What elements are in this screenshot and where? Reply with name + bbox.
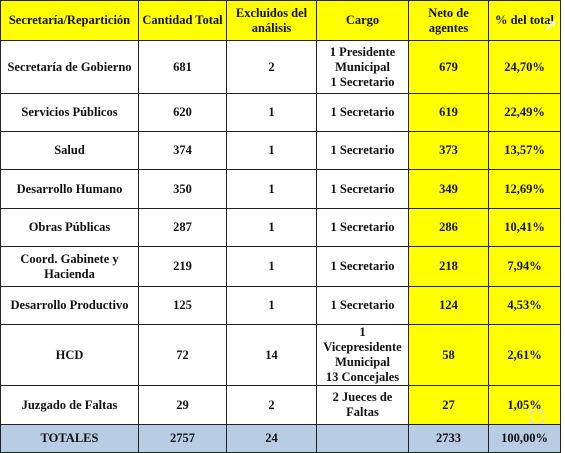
table-row	[1, 247, 561, 287]
cell-cantidad: 125	[139, 287, 227, 325]
cell-cargo	[317, 132, 409, 170]
cell-secretaria: HCD	[1, 325, 139, 386]
totals-excluidos: 24	[227, 425, 317, 453]
cell-cargo	[317, 41, 409, 94]
cell-excluidos: 1	[227, 170, 317, 209]
cell-neto: 373	[409, 132, 489, 170]
cell-cantidad: 29	[139, 386, 227, 425]
table-row	[1, 170, 561, 209]
header-pct	[489, 1, 561, 41]
cell-secretaria: Obras Públicas	[1, 209, 139, 247]
cell-excluidos: 1	[227, 132, 317, 170]
cell-excluidos: 1	[227, 247, 317, 287]
cell-cargo	[317, 209, 409, 247]
cell-cargo	[317, 287, 409, 325]
cell-neto: 619	[409, 94, 489, 132]
table-row	[1, 94, 561, 132]
cargo-line: 1 Vicepresidente	[323, 325, 402, 354]
header-secretaria: Secretaría/Repartición	[1, 1, 139, 41]
cargo-line: 1 Secretario	[330, 105, 395, 119]
totals-row	[1, 425, 561, 453]
cell-excluidos: 1	[227, 94, 317, 132]
cell-cantidad: 287	[139, 209, 227, 247]
cell-excluidos: 2	[227, 41, 317, 94]
cargo-line: 1 Secretario	[330, 298, 395, 312]
cell-cargo	[317, 386, 409, 425]
header-pct-label: % del total	[494, 13, 555, 27]
cell-excluidos: 1	[227, 287, 317, 325]
cargo-line: 1 Secretario	[330, 74, 395, 89]
cell-pct: 4,53%	[489, 287, 561, 325]
table-row	[1, 41, 561, 94]
cell-neto: 124	[409, 287, 489, 325]
header-neto: Neto de agentes	[409, 1, 489, 41]
totals-pct: 100,00%	[489, 425, 561, 453]
cell-pct: 13,57%	[489, 132, 561, 170]
table-row	[1, 287, 561, 325]
cargo-line: 1 Presidente	[329, 44, 396, 59]
cell-cantidad: 72	[139, 325, 227, 386]
cell-cargo	[317, 325, 409, 386]
cargo-line: Municipal	[335, 59, 390, 74]
fullscreen-icon[interactable]	[530, 410, 544, 424]
cell-cantidad: 350	[139, 170, 227, 209]
cell-cargo	[317, 247, 409, 287]
cell-pct: 24,70%	[489, 41, 561, 94]
header-cargo: Cargo	[317, 1, 409, 41]
table-row	[1, 325, 561, 386]
cell-neto: 27	[409, 386, 489, 425]
cargo-line: Faltas	[346, 405, 379, 419]
cell-neto: 679	[409, 41, 489, 94]
cell-pct: 7,94%	[489, 247, 561, 287]
cargo-line: 13 Concejales	[325, 370, 400, 384]
cell-pct: 12,69%	[489, 170, 561, 209]
cell-pct: 10,41%	[489, 209, 561, 247]
cargo-line: 1 Secretario	[330, 143, 395, 157]
cargo-line: 2 Jueces de	[332, 390, 393, 404]
cell-excluidos: 2	[227, 386, 317, 425]
expand-icon[interactable]	[544, 20, 556, 32]
cell-cantidad: 681	[139, 41, 227, 94]
cell-pct: 2,61%	[489, 325, 561, 386]
cell-secretaria: Juzgado de Faltas	[1, 386, 139, 425]
cell-cargo	[317, 94, 409, 132]
cargo-line: 1 Secretario	[330, 220, 395, 234]
cell-cargo	[317, 170, 409, 209]
table-row	[1, 132, 561, 170]
table-row	[1, 209, 561, 247]
cell-neto: 58	[409, 325, 489, 386]
cell-cantidad: 374	[139, 132, 227, 170]
cell-pct: 22,49%	[489, 94, 561, 132]
cell-secretaria: Coord. Gabinete y Hacienda	[1, 247, 139, 287]
header-excluidos: Excluidos del análisis	[227, 1, 317, 41]
cargo-line: 1 Secretario	[330, 181, 395, 196]
cell-excluidos: 14	[227, 325, 317, 386]
cell-secretaria: Salud	[1, 132, 139, 170]
totals-neto: 2733	[409, 425, 489, 453]
cell-cantidad: 219	[139, 247, 227, 287]
cell-neto: 349	[409, 170, 489, 209]
cell-secretaria: Desarrollo Humano	[1, 170, 139, 209]
cell-pct: 1,05%	[489, 386, 561, 425]
totals-cantidad: 2757	[139, 425, 227, 453]
header-row	[1, 1, 561, 41]
cell-secretaria: Servicios Públicos	[1, 94, 139, 132]
totals-label: TOTALES	[1, 425, 139, 453]
cell-neto: 218	[409, 247, 489, 287]
cargo-line: Municipal	[335, 355, 390, 369]
table-row	[1, 386, 561, 425]
cell-neto: 286	[409, 209, 489, 247]
cell-secretaria: Desarrollo Productivo	[1, 287, 139, 325]
cell-excluidos: 1	[227, 209, 317, 247]
header-cantidad: Cantidad Total	[139, 1, 227, 41]
totals-cargo	[317, 425, 409, 453]
cargo-line: 1 Secretario	[330, 259, 395, 273]
cell-secretaria: Secretaría de Gobierno	[1, 41, 139, 94]
cell-cantidad: 620	[139, 94, 227, 132]
